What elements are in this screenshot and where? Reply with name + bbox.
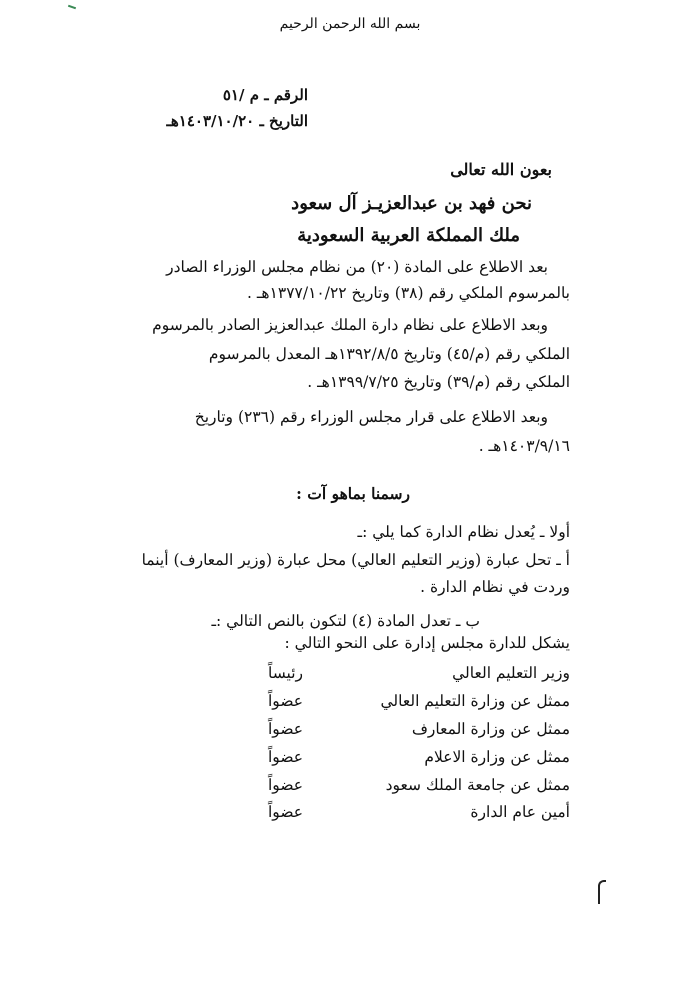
article-first: أولا ـ يُعدل نظام الدارة كما يلي :ـ bbox=[357, 523, 570, 541]
preamble-line-2: بالمرسوم الملكي رقم (٣٨) وتاريخ ١٣٧٧/١٠/٢٢هـ . bbox=[246, 284, 570, 302]
list-item bbox=[250, 776, 570, 798]
kingdom-title: ملك المملكة العربية السعودية bbox=[297, 225, 520, 246]
invocation: بعون الله تعالى bbox=[450, 160, 552, 179]
preamble-line-7: ١٤٠٣/٩/١٦هـ . bbox=[478, 437, 570, 455]
board-member-role: عضواً bbox=[268, 692, 304, 710]
board-member-role: رئيساً bbox=[268, 664, 304, 682]
list-item bbox=[250, 664, 570, 686]
board-member-name: أمين عام الدارة bbox=[470, 803, 570, 821]
list-item bbox=[250, 720, 570, 742]
board-intro: يشكل للدارة مجلس إدارة على النحو التالي : bbox=[284, 634, 570, 652]
reference-date: التاريخ ـ ١٤٠٣/١٠/٢٠هـ bbox=[166, 112, 308, 130]
basmala-heading: بسم الله الرحمن الرحيم bbox=[279, 16, 421, 32]
board-member-name: ممثل عن وزارة التعليم العالي bbox=[380, 692, 570, 710]
board-member-name: وزير التعليم العالي bbox=[452, 664, 570, 682]
board-member-role: عضواً bbox=[268, 776, 304, 794]
preamble-line-6: وبعد الاطلاع على قرار مجلس الوزراء رقم (٢٣٦) وتاريخ bbox=[194, 408, 548, 426]
board-member-name: ممثل عن وزارة المعارف bbox=[411, 720, 570, 738]
board-member-role: عضواً bbox=[268, 748, 304, 766]
preamble-line-5: الملكي رقم (م/٣٩) وتاريخ ١٣٩٩/٧/٢٥هـ . bbox=[307, 373, 570, 391]
item-a-line-2: وردت في نظام الدارة . bbox=[420, 578, 570, 596]
scan-corner-mark bbox=[68, 5, 76, 10]
preamble-line-1: بعد الاطلاع على المادة (٢٠) من نظام مجلس الوزراء الصادر bbox=[166, 258, 548, 276]
king-name: نحن فهد بن عبدالعزيـز آل سعود bbox=[291, 193, 532, 214]
board-member-name: ممثل عن وزارة الاعلام bbox=[424, 748, 570, 766]
page-continuation-mark bbox=[598, 880, 606, 904]
item-a-line-1: أ ـ تحل عبارة (وزير التعليم العالي) محل عبارة (وزير المعارف) أينما bbox=[141, 551, 570, 569]
preamble-line-3: وبعد الاطلاع على نظام دارة الملك عبدالعزيز الصادر بالمرسوم bbox=[152, 316, 548, 334]
board-member-role: عضواً bbox=[268, 720, 304, 738]
board-member-name: ممثل عن جامعة الملك سعود bbox=[385, 776, 570, 794]
list-item bbox=[250, 748, 570, 770]
reference-number: الرقم ـ م /٥١ bbox=[222, 86, 308, 104]
preamble-line-4: الملكي رقم (م/٤٥) وتاريخ ١٣٩٢/٨/٥هـ المعدل بالمرسوم bbox=[208, 345, 570, 363]
decreed-heading: رسمنا بماهو آت : bbox=[296, 484, 410, 503]
list-item bbox=[250, 803, 570, 825]
list-item bbox=[250, 692, 570, 714]
board-member-role: عضواً bbox=[268, 803, 304, 821]
item-b: ب ـ تعدل المادة (٤) لتكون بالنص التالي :ـ bbox=[211, 612, 480, 630]
